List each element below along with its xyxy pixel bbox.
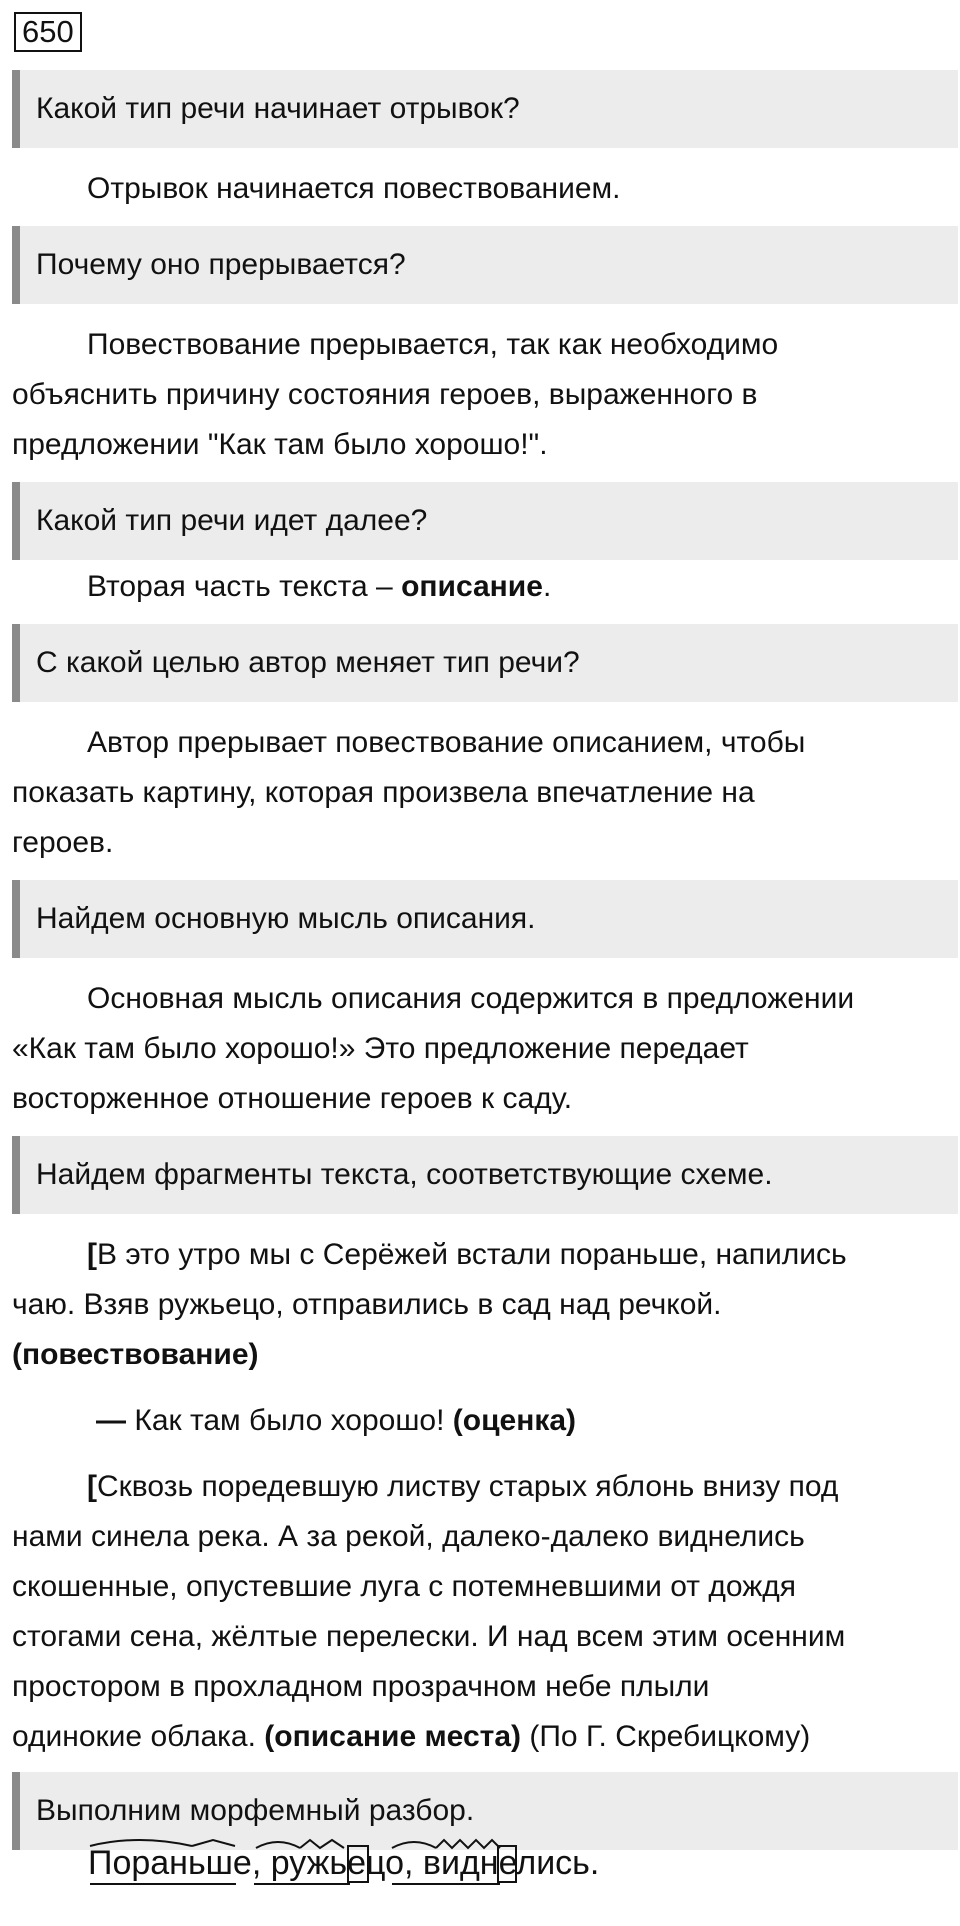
fragment-line: нами синела река. А за рекой, далеко-далеко виднелись — [12, 1520, 805, 1553]
answer-paragraph — [12, 974, 956, 1124]
fragment-line: В это утро мы с Серёжей встали пораньше, напились — [97, 1238, 847, 1271]
fragment-line: Сквозь поредевшую листву старых яблонь внизу под — [97, 1470, 839, 1503]
question-bar: С какой целью автор меняет тип речи? — [12, 624, 958, 702]
question-bar: Какой тип речи начинает отрывок? — [12, 70, 958, 148]
fragment-line: одинокие облака. — [12, 1720, 265, 1753]
question-bar: Найдем фрагменты текста, соответствующие схеме. — [12, 1136, 958, 1214]
answer-paragraph — [12, 320, 956, 470]
morpheme-analysis — [88, 1838, 599, 1888]
fragment-narration — [12, 1230, 956, 1380]
exercise-number: 650 — [14, 12, 82, 52]
question-bar: Какой тип речи идет далее? — [12, 482, 958, 560]
answer-bold-term: описание — [401, 570, 543, 603]
fragment-line: чаю. Взяв ружьецо, отправились в сад над речкой. — [12, 1288, 722, 1321]
answer-line: предложении "Как там было хорошо!". — [12, 428, 548, 461]
fragment-line: Как там было хорошо! — [134, 1404, 453, 1437]
answer-paragraph — [12, 718, 956, 868]
fragment-line: скошенные, опустевшие луга с потемневшими от дождя — [12, 1570, 797, 1603]
scheme-bracket: [ — [87, 1238, 97, 1271]
answer-line: Основная мысль описания содержится в предложении — [87, 982, 855, 1015]
fragment-label: (описание места) — [264, 1720, 522, 1753]
source-attribution: (По Г. Скребицкому) — [521, 1720, 811, 1753]
morpheme-words: Пораньше, ружьецо, виднелись. — [88, 1844, 600, 1882]
question-bar: Выполним морфемный разбор. — [12, 1772, 958, 1850]
fragment-line: стогами сена, жёлтые перелески. И над всем этим осенним — [12, 1620, 846, 1653]
fragment-line: простором в прохладном прозрачном небе плыли — [12, 1670, 710, 1703]
scheme-bracket: [ — [87, 1470, 97, 1503]
answer-line: Автор прерывает повествование описанием, чтобы — [87, 726, 806, 759]
morpheme-marks — [88, 1838, 608, 1908]
answer-line: героев. — [12, 826, 114, 859]
answer-line: Повествование прерывается, так как необходимо — [87, 328, 779, 361]
fragment-label: (оценка) — [452, 1404, 577, 1437]
answer-suffix: . — [542, 570, 552, 603]
answer-line: Отрывок начинается повествованием. — [87, 172, 621, 205]
fragment-label: (повествование) — [12, 1338, 259, 1371]
fragment-evaluation — [12, 1396, 956, 1446]
question-bar: Почему оно прерывается? — [12, 226, 958, 304]
dash: — — [96, 1404, 135, 1437]
answer-paragraph — [12, 562, 956, 612]
answer-line: объяснить причину состояния героев, выраженного в — [12, 378, 758, 411]
fragment-description — [12, 1462, 956, 1762]
question-bar: Найдем основную мысль описания. — [12, 880, 958, 958]
answer-line: восторженное отношение героев к саду. — [12, 1082, 573, 1115]
answer-paragraph — [12, 164, 956, 214]
answer-line: «Как там было хорошо!» Это предложение передает — [12, 1032, 749, 1065]
answer-line: показать картину, которая произвела впечатление на — [12, 776, 755, 809]
answer-text: Вторая часть текста – — [87, 570, 402, 603]
